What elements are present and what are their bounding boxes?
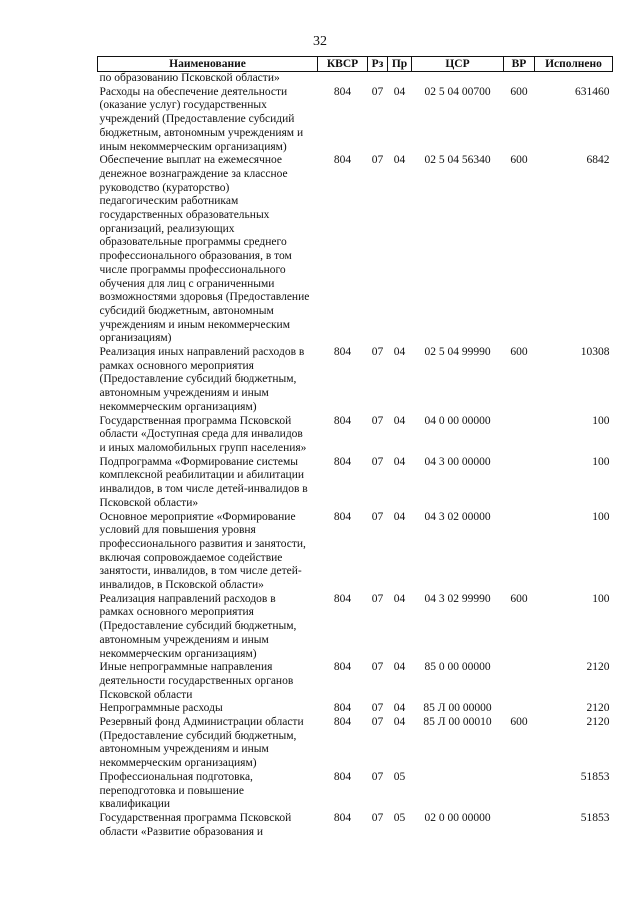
cell-vr: 600 [510, 592, 528, 605]
table-row [98, 456, 613, 511]
name-line: Непрограммные расходы [99, 702, 223, 715]
table-row [98, 346, 613, 415]
name-line: учреждений (Предоставление субсидий [99, 113, 295, 126]
name-line: некоммерческим организациям) [99, 400, 257, 413]
budget-table [97, 56, 612, 839]
name-line: Расходы на обеспечение деятельности [99, 85, 288, 98]
cell-rz: 07 [371, 716, 384, 729]
name-line: условий для повышения уровня [99, 524, 256, 537]
name-line: инвалидов, в том числе детей-инвалидов в [99, 483, 308, 496]
cell-rz: 07 [371, 154, 384, 167]
cell-amount: 2120 [586, 716, 610, 729]
cell-amount: 100 [592, 592, 610, 605]
cell-vr: 600 [510, 716, 528, 729]
cell-csr: 04 3 00 00000 [424, 455, 491, 468]
table-row [98, 716, 613, 771]
cell-kvsr: 804 [333, 346, 352, 359]
cell-rz: 07 [371, 661, 384, 674]
cell-name [98, 86, 318, 155]
table-row [98, 415, 613, 456]
cell-vr [504, 72, 535, 86]
name-line: (Предоставление субсидий бюджетным, [99, 620, 297, 633]
cell-pr: 05 [393, 811, 406, 824]
table-body [98, 72, 613, 840]
name-line: Псковской области» [99, 496, 199, 509]
name-line: области «Доступная среда для инвалидов [99, 428, 303, 441]
cell-rz: 07 [371, 510, 384, 523]
header-vr: ВР [504, 57, 535, 72]
header-amount: Исполнено [535, 57, 613, 72]
name-line: организациям) [99, 332, 172, 345]
cell-kvsr: 804 [333, 702, 352, 715]
cell-vr [504, 511, 535, 593]
cell-amount: 10308 [580, 346, 610, 359]
name-line: государственных образовательных [99, 209, 270, 222]
cell-amount: 631460 [575, 85, 610, 98]
name-line: Резервный фонд Администрации области [99, 716, 304, 729]
name-line: Государственная программа Псковской [99, 811, 292, 824]
cell-pr: 04 [393, 346, 406, 359]
name-line: Псковской области [99, 688, 193, 701]
name-line: квалификации [99, 798, 171, 811]
cell-pr: 04 [393, 455, 406, 468]
cell-csr: 02 0 00 00000 [424, 811, 491, 824]
name-line: автономным учреждениям и иным [99, 743, 269, 756]
cell-csr: 85 0 00 00000 [424, 661, 491, 674]
cell-amount: 6842 [586, 154, 610, 167]
table-row [98, 72, 613, 86]
table-row [98, 661, 613, 702]
name-line: Подпрограмма «Формирование системы [99, 455, 299, 468]
name-line: педагогическим работникам [99, 195, 239, 208]
name-line: рамках основного мероприятия [99, 359, 254, 372]
table-header-row [98, 57, 613, 72]
cell-amount: 2120 [586, 661, 610, 674]
cell-csr: 85 Л 00 00010 [423, 716, 492, 729]
table-row [98, 154, 613, 346]
name-line: автономным учреждениям и иным [99, 633, 269, 646]
cell-amount: 100 [592, 414, 610, 427]
table-row [98, 771, 613, 812]
cell-csr: 02 5 04 99990 [424, 346, 491, 359]
cell-rz: 07 [371, 702, 384, 715]
cell-kvsr [318, 72, 368, 86]
cell-csr: 04 0 00 00000 [424, 414, 491, 427]
cell-vr [504, 661, 535, 702]
name-line: (Предоставление субсидий бюджетным, [99, 373, 297, 386]
cell-rz [368, 72, 388, 86]
name-line: Обеспечение выплат на ежемесячное [99, 154, 283, 167]
cell-pr: 04 [393, 414, 406, 427]
cell-vr: 600 [510, 85, 528, 98]
cell-kvsr: 804 [333, 661, 352, 674]
cell-vr [504, 771, 535, 812]
cell-pr: 04 [393, 85, 406, 98]
cell-name [98, 346, 318, 415]
name-line: субсидий бюджетным, автономным [99, 304, 274, 317]
cell-name [98, 511, 318, 593]
cell-kvsr: 804 [333, 154, 352, 167]
table-row [98, 593, 613, 662]
name-line: занятости, инвалидов, в том числе детей- [99, 565, 302, 578]
name-line: организаций, реализующих [99, 222, 235, 235]
name-line: по образованию Псковской области» [99, 72, 280, 84]
cell-vr: 600 [510, 346, 528, 359]
name-line: иным некоммерческим организациям) [99, 140, 287, 153]
name-line: Иные непрограммные направления [99, 661, 273, 674]
name-line: Реализация направлений расходов в [99, 592, 276, 605]
cell-rz: 07 [371, 811, 384, 824]
name-line: Профессиональная подготовка, [99, 770, 253, 783]
name-line: образовательные программы среднего [99, 236, 287, 249]
table-row [98, 511, 613, 593]
name-line: учреждениям и иным некоммерческим [99, 318, 290, 331]
cell-amount: 2120 [586, 702, 610, 715]
cell-name [98, 661, 318, 702]
cell-amount: 100 [592, 510, 610, 523]
cell-csr [412, 771, 504, 812]
cell-name [98, 771, 318, 812]
name-line: некоммерческим организациям) [99, 757, 257, 770]
name-line: руководство (кураторство) [99, 181, 230, 194]
name-line: числе программы профессионального [99, 263, 286, 276]
header-kvsr: КВСР [318, 57, 368, 72]
name-line: денежное вознаграждение за классное [99, 167, 288, 180]
name-line: автономным учреждениям и иным [99, 387, 269, 400]
cell-pr: 04 [393, 716, 406, 729]
table-row [98, 702, 613, 716]
name-line: возможностями здоровья (Предоставление [99, 291, 310, 304]
cell-vr [504, 702, 535, 716]
cell-pr: 04 [393, 661, 406, 674]
cell-kvsr: 804 [333, 811, 352, 824]
cell-name [98, 72, 318, 86]
cell-name [98, 593, 318, 662]
name-line: бюджетным, автономным учреждениям и [99, 126, 304, 139]
cell-csr: 04 3 02 00000 [424, 510, 491, 523]
name-line: Государственная программа Псковской [99, 414, 292, 427]
cell-rz: 07 [371, 592, 384, 605]
name-line: деятельности государственных органов [99, 674, 294, 687]
cell-pr: 04 [393, 154, 406, 167]
cell-pr: 04 [393, 702, 406, 715]
cell-amount: 51853 [580, 811, 610, 824]
name-line: и иных маломобильных групп населения» [99, 441, 307, 454]
cell-rz: 07 [371, 85, 384, 98]
cell-pr: 04 [393, 510, 406, 523]
cell-vr [504, 812, 535, 839]
table-row [98, 86, 613, 155]
name-line: переподготовка и повышение [99, 784, 244, 797]
name-line: инвалидов, в Псковской области» [99, 579, 264, 592]
name-line: рамках основного мероприятия [99, 606, 254, 619]
cell-name [98, 716, 318, 771]
cell-amount [535, 72, 613, 86]
cell-csr: 02 5 04 00700 [424, 85, 491, 98]
cell-kvsr: 804 [333, 85, 352, 98]
cell-name [98, 702, 318, 716]
name-line: профессионального образования, в том [99, 250, 292, 263]
cell-name [98, 456, 318, 511]
cell-kvsr: 804 [333, 592, 352, 605]
cell-rz: 07 [371, 770, 384, 783]
header-csr: ЦСР [412, 57, 504, 72]
cell-name [98, 415, 318, 456]
header-name: Наименование [98, 57, 318, 72]
cell-name [98, 154, 318, 346]
name-line: обучения для лиц с ограниченными [99, 277, 275, 290]
cell-csr: 04 3 02 99990 [424, 592, 491, 605]
name-line: комплексной реабилитации и абилитации [99, 469, 305, 482]
cell-kvsr: 804 [333, 414, 352, 427]
name-line: включая сопровождаемое содействие [99, 551, 283, 564]
cell-csr [412, 72, 504, 86]
name-line: профессионального развития и занятости, [99, 537, 306, 550]
cell-vr [504, 456, 535, 511]
name-line: некоммерческим организациям) [99, 647, 257, 660]
cell-rz: 07 [371, 455, 384, 468]
cell-pr: 05 [393, 770, 406, 783]
cell-kvsr: 804 [333, 770, 352, 783]
cell-kvsr: 804 [333, 510, 352, 523]
cell-pr: 04 [393, 592, 406, 605]
name-line: Основное мероприятие «Формирование [99, 510, 296, 523]
header-rz: Рз [368, 57, 388, 72]
cell-csr: 02 5 04 56340 [424, 154, 491, 167]
cell-kvsr: 804 [333, 716, 352, 729]
cell-pr [388, 72, 412, 86]
table-row [98, 812, 613, 839]
cell-amount: 51853 [580, 770, 610, 783]
header-pr: Пр [388, 57, 412, 72]
cell-name [98, 812, 318, 839]
cell-rz: 07 [371, 346, 384, 359]
cell-amount: 100 [592, 455, 610, 468]
cell-csr: 85 Л 00 00000 [423, 702, 492, 715]
name-line: области «Развитие образования и [99, 825, 264, 838]
name-line: Реализация иных направлений расходов в [99, 346, 305, 359]
name-line: (оказание услуг) государственных [99, 99, 267, 112]
cell-rz: 07 [371, 414, 384, 427]
page-number: 32 [313, 34, 327, 49]
cell-vr [504, 415, 535, 456]
cell-vr: 600 [510, 154, 528, 167]
cell-kvsr: 804 [333, 455, 352, 468]
name-line: (Предоставление субсидий бюджетным, [99, 729, 297, 742]
